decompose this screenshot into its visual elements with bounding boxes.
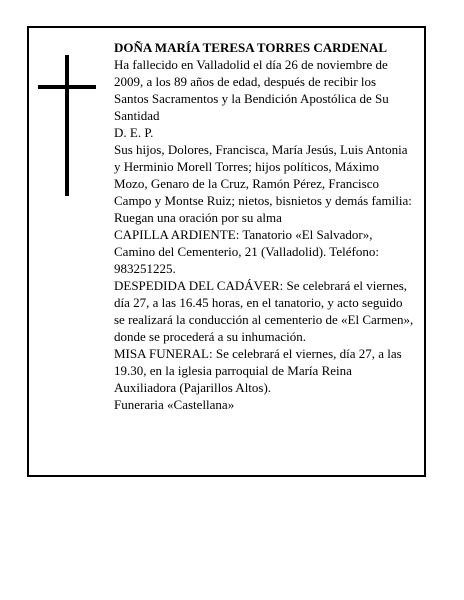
chapel-info: CAPILLA ARDIENTE: Tanatorio «El Salvador», Camino del Cementerio, 21 (Valladolid). Teléfono: 983251225. bbox=[114, 227, 379, 276]
death-announcement: Ha fallecido en Valladolid el día 26 de noviembre de 2009, a los 89 años de edad, después de recibir los Santos Sacramentos y la Bendición Apostólica de Su Santidad bbox=[114, 57, 389, 123]
cross-icon bbox=[38, 55, 96, 196]
obituary-text-block bbox=[114, 39, 414, 413]
cross-horizontal-bar bbox=[38, 85, 96, 89]
family-list: Sus hijos, Dolores, Francisca, María Jesús, Luis Antonia y Herminio Morell Torres; hijos políticos, Máximo Mozo, Genaro de la Cruz, Ramón Pérez, Francisco Campo y Montse Ruiz; nietos, bisnietos y demás familia: bbox=[114, 142, 412, 208]
deceased-name: DOÑA MARÍA TERESA TORRES CARDENAL bbox=[114, 40, 388, 55]
dep-line: D. E. P. bbox=[114, 125, 154, 140]
prayer-request: Ruegan una oración por su alma bbox=[114, 210, 282, 225]
farewell-info: DESPEDIDA DEL CADÁVER: Se celebrará el viernes, día 27, a las 16.45 horas, en el tanatorio, y acto seguido se realizará la conducción al cementerio de «El Carmen», donde se procederá a su inhumación. bbox=[114, 278, 414, 344]
funeral-home: Funeraria «Castellana» bbox=[114, 397, 235, 412]
cross-vertical-bar bbox=[65, 55, 69, 196]
funeral-mass-info: MISA FUNERAL: Se celebrará el viernes, día 27, a las 19.30, en la iglesia parroquial de María Reina Auxiliadora (Pajarillos Altos). bbox=[114, 346, 402, 395]
